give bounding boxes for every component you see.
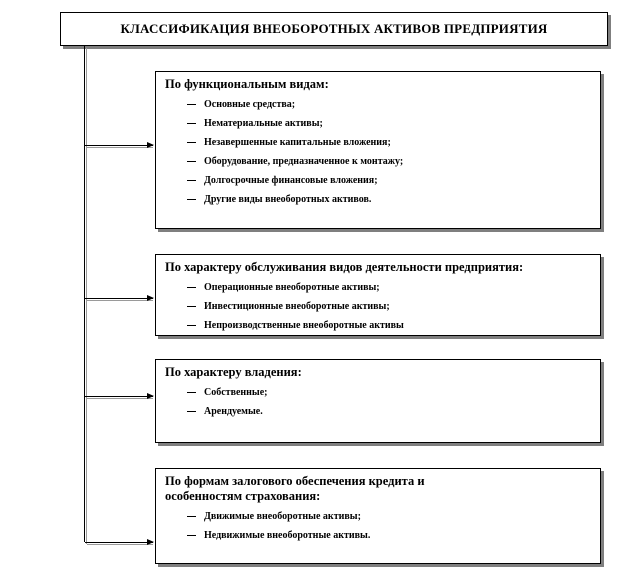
connector-shadow bbox=[87, 300, 153, 301]
list-item: Долгосрочные финансовые вложения; bbox=[156, 171, 600, 190]
dash-bullet-icon bbox=[187, 123, 196, 124]
section-item-list bbox=[156, 95, 600, 209]
arrow-head-icon bbox=[147, 393, 154, 399]
dash-bullet-icon bbox=[187, 306, 196, 307]
diagram-title-box bbox=[60, 12, 608, 46]
connector-ownership bbox=[85, 396, 153, 397]
section-heading: По характеру обслуживания видов деятельности предприятия: bbox=[165, 260, 524, 274]
trunk-line-shadow bbox=[86, 48, 87, 544]
list-item: Незавершенные капитальные вложения; bbox=[156, 133, 600, 152]
arrow-head-icon bbox=[147, 539, 154, 545]
list-item: Собственные; bbox=[156, 383, 600, 402]
list-item: Непроизводственные внеоборотные активы bbox=[156, 316, 600, 335]
section-heading-line: особенностям страхования: bbox=[165, 489, 321, 503]
section-collateral bbox=[155, 468, 601, 564]
connector-collateral bbox=[85, 542, 153, 543]
section-heading-line: По формам залогового обеспечения кредита и bbox=[165, 474, 425, 488]
section-heading: По характеру владения: bbox=[165, 365, 302, 379]
section-heading: По функциональным видам: bbox=[165, 77, 329, 91]
connector-functional bbox=[85, 145, 153, 146]
dash-bullet-icon bbox=[187, 535, 196, 536]
section-item-list bbox=[156, 278, 600, 335]
trunk-line bbox=[84, 46, 85, 542]
dash-bullet-icon bbox=[187, 287, 196, 288]
dash-bullet-icon bbox=[187, 411, 196, 412]
section-heading bbox=[165, 474, 600, 504]
dash-bullet-icon bbox=[187, 392, 196, 393]
dash-bullet-icon bbox=[187, 199, 196, 200]
connector-shadow bbox=[87, 398, 153, 399]
dash-bullet-icon bbox=[187, 325, 196, 326]
section-functional bbox=[155, 71, 601, 229]
connector-activity bbox=[85, 298, 153, 299]
section-activity bbox=[155, 254, 601, 336]
list-item: Нематериальные активы; bbox=[156, 114, 600, 133]
dash-bullet-icon bbox=[187, 104, 196, 105]
list-item: Оборудование, предназначенное к монтажу; bbox=[156, 152, 600, 171]
section-item-list bbox=[156, 383, 600, 421]
list-item: Операционные внеоборотные активы; bbox=[156, 278, 600, 297]
diagram-title: КЛАССИФИКАЦИЯ ВНЕОБОРОТНЫХ АКТИВОВ ПРЕДПРИЯТИЯ bbox=[120, 21, 548, 36]
dash-bullet-icon bbox=[187, 142, 196, 143]
list-item: Арендуемые. bbox=[156, 402, 600, 421]
list-item: Движимые внеоборотные активы; bbox=[156, 507, 600, 526]
connector-shadow bbox=[87, 544, 153, 545]
dash-bullet-icon bbox=[187, 161, 196, 162]
arrow-head-icon bbox=[147, 295, 154, 301]
dash-bullet-icon bbox=[187, 516, 196, 517]
list-item: Другие виды внеоборотных активов. bbox=[156, 190, 600, 209]
section-ownership bbox=[155, 359, 601, 443]
list-item: Основные средства; bbox=[156, 95, 600, 114]
section-item-list bbox=[156, 507, 600, 545]
list-item: Недвижимые внеоборотные активы. bbox=[156, 526, 600, 545]
arrow-head-icon bbox=[147, 142, 154, 148]
dash-bullet-icon bbox=[187, 180, 196, 181]
connector-shadow bbox=[87, 147, 153, 148]
list-item: Инвестиционные внеоборотные активы; bbox=[156, 297, 600, 316]
